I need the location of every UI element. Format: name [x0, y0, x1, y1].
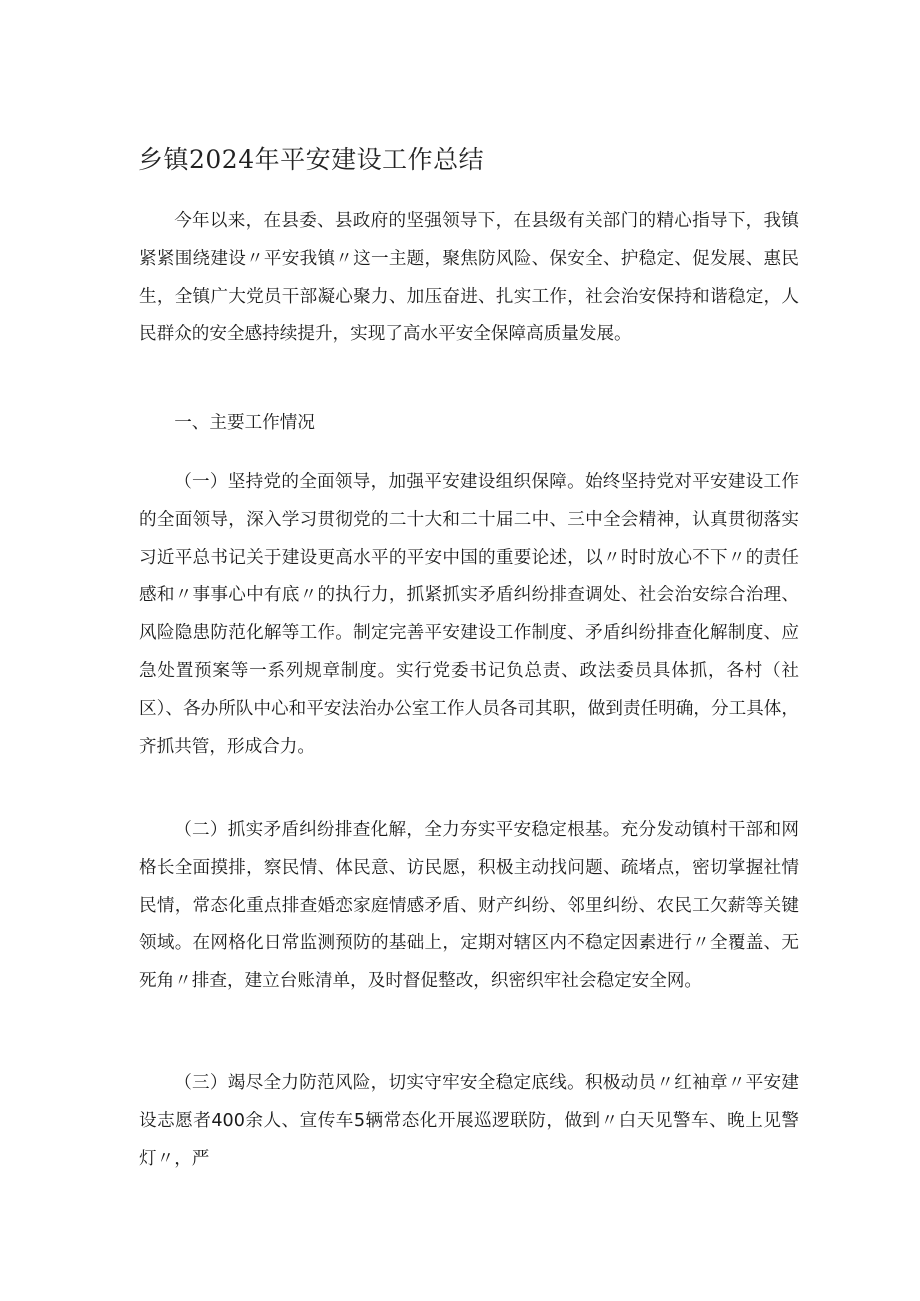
body-paragraph-1: （一）坚持党的全面领导，加强平安建设组织保障。始终坚持党对平安建设工作的全面领导，深入学习贯彻党的二十大和二十届二中、三中全会精神，认真贯彻落实习近平总书记关于建设更高水平的平安中国的重要论述，以〃时时放心不下〃的责任感和〃事事心中有底〃的执行力，抓紧抓实矛盾纠纷排查调处、社会治安综合治理、风险隐患防范化解等工作。制定完善平安建设工作制度、矛盾纠纷排查化解制度、应急处置预案等一系列规章制度。实行党委书记负总责、政法委员具体抓，各村（社区）、各办所队中心和平安法治办公室工作人员各司其职，做到责任明确，分工具体，齐抓共管，形成合力。 [139, 472, 799, 757]
section-heading: 一、主要工作情况 [174, 413, 315, 433]
intro-paragraph: 今年以来，在县委、县政府的坚强领导下，在县级有关部门的精心指导下，我镇紧紧围绕建设〃平安我镇〃这一主题，聚焦防风险、保安全、护稳定、促发展、惠民生，全镇广大党员干部凝心聚力、加压奋进、扎实工作，社会治安保持和谐稳定，人民群众的安全感持续提升，实现了高水平安全保障高质量发展。 [139, 211, 799, 345]
body-paragraph-2: （二）抓实矛盾纠纷排查化解，全力夯实平安稳定根基。充分发动镇村干部和网格长全面摸排，察民情、体民意、访民愿，积极主动找问题、疏堵点，密切掌握社情民情，常态化重点排查婚恋家庭情感矛盾、财产纠纷、邻里纠纷、农民工欠薪等关键领域。在网格化日常监测预防的基础上，定期对辖区内不稳定因素进行〃全覆盖、无死角〃排查，建立台账清单，及时督促整改，织密织牢社会稳定安全网。 [139, 820, 799, 992]
body-paragraph-3: （三）竭尽全力防范风险，切实守牢安全稳定底线。积极动员〃红袖章〃平安建设志愿者400余人、宣传车5辆常态化开展巡逻联防，做到〃白天见警车、晚上见警灯〃，严 [139, 1073, 799, 1169]
document-title: 乡镇2024年平安建设工作总结 [138, 145, 485, 174]
